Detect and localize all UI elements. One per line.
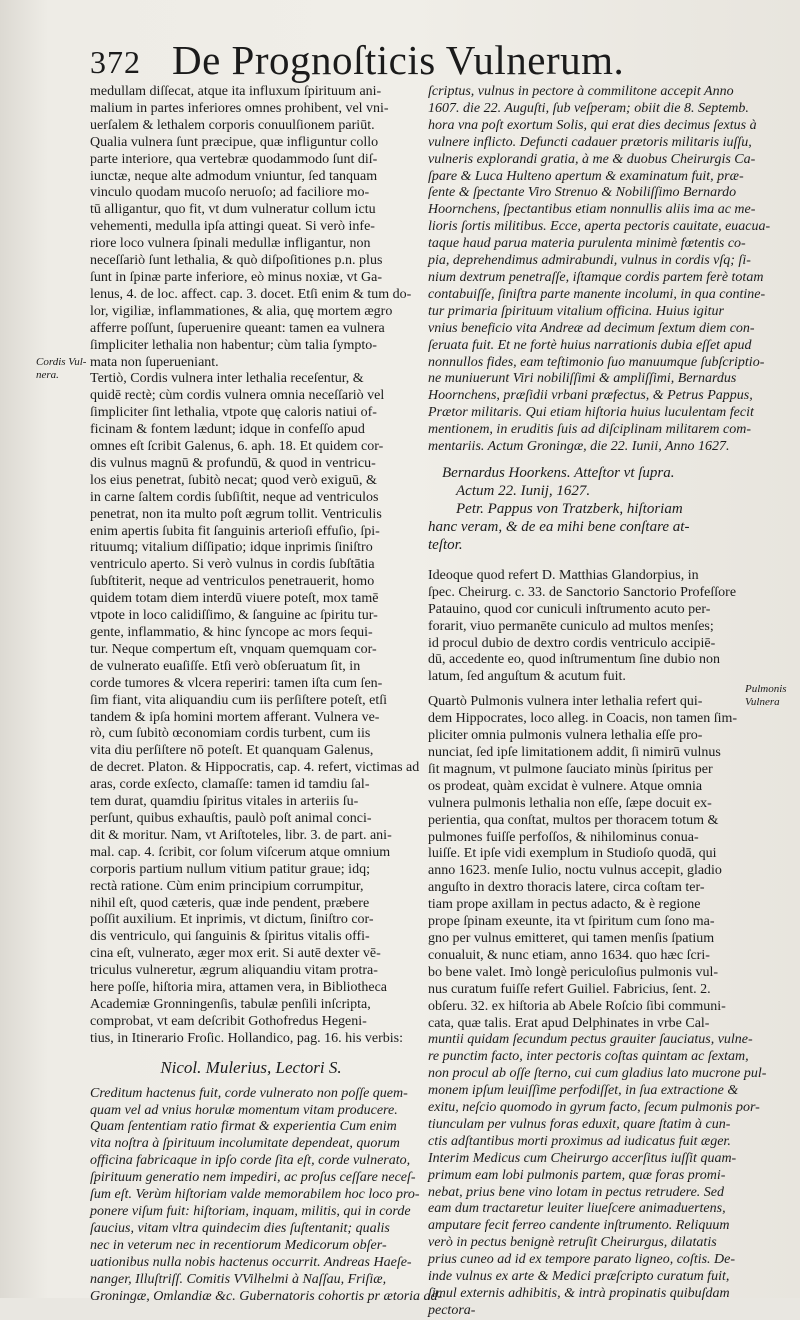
text-line: de vulnerato euaſiſſe. Etſi verò obſeruatum ſit, in: [90, 658, 361, 674]
text-line: vulneris explorandi gratia, à me & duobus Cheirurgis Ca-: [428, 151, 756, 167]
text-line: re punctim facto, inter pectoris coſtas quintam ac ſextam,: [428, 1049, 749, 1065]
text-line: riore loco vulnera ſpinali medullæ infligantur, non: [90, 236, 371, 252]
text-line: gente, inflammatio, & hinc ſyncope ac mors ſequi-: [90, 625, 373, 640]
text-line: uationibus nulla nobis hactenus occurrit. Andreas Haeſe-: [90, 1254, 412, 1270]
letter-continuation-block: [428, 84, 771, 456]
text-line: ſpare & Luca Hulteno apertum & examinatum fuit, præ-: [428, 168, 744, 184]
text-line: tandem & ipſa homini mortem afferant. Vulnera ve-: [90, 709, 380, 725]
text-line: ſimpliciter ſint lethalia, vtpote quę caloris natiui of-: [90, 405, 377, 421]
text-line: lioris ſortis militibus. Ecce, aperta pectoris cauitate, euacua-: [428, 219, 771, 235]
page-number: 372: [90, 44, 141, 80]
text-line: 1607. die 22. Auguſti, ſub veſperam; obiit die 8. Septemb.: [428, 100, 749, 116]
text-line: id procul dubio de dextro cordis ventriculo accipiē-: [428, 635, 716, 651]
text-line: tur primaria ſpirituum vitalium officina. Huius igitur: [428, 303, 724, 319]
text-line: comprobat, vt eam deſcribit Gothofredus Hegeni-: [90, 1013, 367, 1029]
text-line: contabuiſſe, ſiniſtra parte manente incolumi, in qua contine-: [428, 286, 766, 302]
text-line: Ideoque quod refert D. Matthias Glandorpius, in: [428, 567, 699, 583]
text-line: in carne ſaltem cordis ſubſiſtit, neque ad ventriculos: [90, 489, 379, 505]
text-line: mentariis. Actum Groningæ, die 22. Iunii, Anno 1627.: [428, 439, 730, 455]
text-line: dis vulnus magnū & profundū, & quod in ventricu-: [90, 455, 376, 471]
text-line: Hoornchens, præſidii vrbani præfectus, & Petrus Pappus,: [428, 388, 753, 404]
text-line: Prætor militaris. Qui etiam hiſtoria huius luculentam fecit: [428, 405, 754, 421]
text-line: Interim Medicus cum Cheirurgo accerſitus iuſſit quam-: [428, 1150, 737, 1166]
text-line: Quartò Pulmonis vulnera inter lethalia refert qui-: [428, 694, 703, 710]
text-line: muntii quidam ſecundum pectus grauiter ſauciatus, vulne-: [428, 1032, 753, 1048]
text-line: latum, ſed anguſtum & acutum fuit.: [428, 669, 626, 685]
text-line: nanger, Illuſtriſſ. Comitis VVilhelmi à Naſſau, Friſiæ,: [90, 1271, 387, 1287]
text-line: dem Hippocrates, loco alleg. in Coacis, non tamen ſim-: [428, 711, 738, 727]
signature-line: hanc veram, & de ea mihi bene conſtare at-: [428, 518, 690, 535]
text-line: rò, cum ſubitò œconomiam cordis turbent, cum iis: [90, 726, 371, 742]
text-line: Qualia vulnera ſunt præcipue, quæ infliguntur collo: [90, 134, 379, 150]
text-line: tur. Neque compertum eſt, vnquam quemquam cor-: [90, 641, 377, 657]
text-line: tius, in Itinerario Froſic. Hollandico, pag. 16. his verbis:: [90, 1030, 404, 1046]
text-line: pulmones fuiſſe perfoſſos, & nihilominus conua-: [428, 829, 699, 845]
margin-note-cordis: [36, 356, 86, 382]
right-column: [428, 84, 771, 1318]
text-line: gno per vulnus emitteret, qui tamen menſis ſpatium: [428, 930, 715, 946]
text-line: ſunt in ſpinæ parte inferiore, eò minus noxiæ, vt Ga-: [90, 269, 383, 285]
text-line: ſeruata fuit. Et ne fortè huius narrationis dubia eſſet apud: [428, 337, 752, 353]
text-line: corporis partium nullum vitium patitur graue; idq;: [90, 861, 370, 877]
text-line: omnes eſt ſcribit Galenus, 6. aph. 18. Et quidem cor-: [90, 439, 384, 455]
text-line: ne muniuerunt Viri nobiliſſimi & ampliſſimi, Bernardus: [428, 371, 737, 387]
text-line: ſente & ſpectante Viro Strenuo & Nobiliſſimo Bernardo: [428, 185, 737, 201]
text-line: verò in pectus benignè retruſit Cheirurgus, dilatatis: [428, 1235, 717, 1251]
text-line: Patauino, quod cor cuniculi inſtrumento acuto per-: [428, 601, 711, 617]
text-line: os prodeat, quàm excidat è vulnere. Atque omnia: [428, 778, 703, 794]
text-line: nonnullos fides, eam teſtimonio ſuo manuumque ſubſcriptio-: [428, 354, 765, 370]
text-line: ſubſtiterit, neque ad ventriculos penetrauerit, homo: [90, 574, 375, 590]
text-line: dū, accedente eo, quod inſtrumentum ſine dubio non: [428, 652, 720, 668]
text-line: vulnera pulmonis lethalia non eſſe, ſæpe docuit ex-: [428, 795, 712, 811]
text-line: ſpirituum generatio nem impediri, ac proſus ceſſare neceſ-: [90, 1170, 416, 1186]
signature-line: Bernardus Hoorkens. Atteſtor vt ſupra.: [442, 464, 675, 481]
text-line: medullam diſſecat, atque ita influxum ſpirituum ani-: [90, 84, 382, 99]
text-line: rectà ratione. Cùm enim principium corrumpitur,: [90, 878, 364, 894]
text-line: afferre poſſunt, ſuperuenire queant: tamen ea vulnera: [90, 320, 385, 336]
margin-note-line: Vulnera: [745, 696, 780, 708]
text-line: inde vulnus ex arte & Medici præſcripto curatum fuit,: [428, 1269, 730, 1285]
text-line: prope ſpinam exeunte, ita vt ſpiritum cum ſono ma-: [428, 914, 715, 930]
text-line: uerſalem & lethalem corporis conuulſionem pariūt.: [90, 117, 375, 133]
text-line: tiunculam per vulnus foras eduxit, quare ſtatim à cun-: [428, 1116, 731, 1132]
text-line: ſim fiant, vita aliquandiu cum iis perſiſtere poteſt, etſi: [90, 692, 388, 708]
text-line: quam vel ad vnius horulæ momentum vitam producere.: [90, 1102, 398, 1118]
text-line: pia, deprehendimus admirabundi, vulnus in cordis vſq; ſi-: [428, 253, 751, 269]
text-line: amputare fecit ferreo candente inſtrumento. Reliquum: [428, 1218, 730, 1234]
text-line: cina eſt, vulnerato, æger mox erit. Si autē dexter vē-: [90, 946, 381, 962]
text-line: enim apertis ſubita fit ſanguinis arterioſi effuſio, ſpi-: [90, 523, 380, 539]
margin-note-line: Pulmonis: [745, 683, 787, 695]
text-line: nebat, prius bene vino lotam in pectus retrudere. Sed: [428, 1184, 725, 1200]
text-line: ſcriptus, vulnus in pectore à commilitone accepit Anno: [428, 84, 734, 99]
text-line: prius cuneo ad id ex tempore parato ligneo, coſtis. De-: [428, 1252, 736, 1268]
text-line: vehementi, medulla ipſa attingi queat. Si verò infe-: [90, 219, 375, 235]
letter-text-block: [90, 1085, 443, 1306]
text-line: ſit magnum, vt pulmone ſauciato minùs ſpiritus per: [428, 761, 713, 777]
text-line: vita diu perſiſtere nō poteſt. Et quanquam Galenus,: [90, 743, 374, 759]
text-line: anguſto in dextro thoracis latere, circa coſtam ter-: [428, 880, 705, 896]
text-line: pectora-: [428, 1302, 476, 1318]
text-line: dis ventriculo, qui ſanguinis & ſpiritus vitalis offi-: [90, 929, 370, 945]
text-line: neceſſariò ſunt lethalia, & quò diſpoſitiones p.n. plus: [90, 253, 383, 269]
margin-note-line: Cordis Vul-: [36, 356, 87, 368]
text-line: officina fabricaque in ipſo corde ſita eſt, corde vulnerato,: [90, 1153, 411, 1169]
text-line: primum eam lobi pulmonis partem, quæ foras promi-: [428, 1167, 726, 1183]
text-line: tū alligantur, quo fit, vt dum vulneratur collum ictu: [90, 202, 376, 218]
text-line: Quam ſententiam ratio firmat & experientia Cum enim: [90, 1119, 397, 1135]
text-line: Academiæ Gronningenſis, tabulæ penſili inſcripta,: [90, 996, 371, 1012]
text-line: Groningæ, Omlandiæ &c. Gubernatoris cohortis pr ætoria ad-: [90, 1288, 443, 1304]
text-line: tem durat, quamdiu ſpiritus vitales in arteriis ſu-: [90, 794, 359, 810]
text-line: nunciat, ſed ipſe limitationem addit, ſi nimirū vulnus: [428, 745, 721, 760]
text-line: vtpote in loco calidiſſimo, & ſanguine ac ſpiritu tur-: [90, 608, 378, 624]
text-line: rituumq; vitalium diſſipatio; idque inprimis ſiniſtro: [90, 540, 373, 556]
text-line: perientia, qua conſtat, multos per thoracem totum &: [428, 812, 719, 828]
text-line: bo bene valet. Imò longè periculoſius pulmonis vul-: [428, 964, 719, 980]
glandorpius-paragraph: [428, 568, 738, 686]
text-line: nec in veterum nec in recentiorum Medicorum obſer-: [90, 1237, 387, 1253]
text-line: here poſſe, hiſtoria mira, attamen vera, in Bibliotheca: [90, 980, 388, 996]
left-column: [90, 84, 443, 1304]
text-line: ſpec. Cheirurg. c. 33. de Sanctorio Sanctorio Profeſſore: [428, 584, 737, 600]
running-head: De Prognoſticis Vulnerum.: [172, 37, 625, 83]
text-line: obſeru. 32. ex hiſtoria ab Abele Roſcio ſibi communi-: [428, 998, 726, 1014]
text-line: vnius beneficio vita Andreæ ad decimum ſextum diem con-: [428, 320, 755, 336]
text-line: aras, corde exſecto, clamaſſe: tamen id tamdiu ſal-: [90, 777, 370, 793]
text-line: quidem totam diem interdū viuere poteſt, mox tamē: [90, 591, 379, 607]
margin-note-pulmonis: [745, 683, 787, 709]
text-line: cata, quæ talis. Erat apud Delphinates in vrbe Cal-: [428, 1015, 710, 1031]
text-line: ſaucius, vitam vltra quindecim dies ſuſtentanit; qualis: [90, 1220, 390, 1236]
text-line: exitu, neſcio quomodo in gyrum facto, ſecum pulmonis por-: [428, 1100, 760, 1116]
text-line: corde tumores & vlcera reperiri: tamen iſta cum ſen-: [90, 675, 383, 691]
text-line: anno 1623. menſe Iulio, noctu vulnus accepit, gladio: [428, 863, 722, 879]
text-line: pliciter omnia pulmonis vulnera lethalia eſſe pro-: [428, 728, 703, 744]
text-line: Creditum hactenus fuit, corde vulnerato non poſſe quem-: [90, 1085, 408, 1101]
attestation-block: [428, 464, 738, 554]
text-line: ſimpliciter lethalia non habentur; cùm talia ſympto-: [90, 337, 377, 353]
text-line: lor, vigiliæ, inflammationes, & alia, quę mortem ægro: [90, 303, 393, 319]
text-line: penetrat, non ita multo poſt ægrum tollit. Ventriculis: [90, 506, 382, 522]
signature-line: teſtor.: [428, 536, 463, 553]
text-line: lenus, 4. de loc. affect. cap. 3. docet. Etſi enim & tum do-: [90, 286, 412, 302]
text-line: vulnere inflicto. Defuncti cadauer prætoris militaris iuſſu,: [428, 134, 752, 150]
text-line: ficinam & fontem lædunt; idque in confeſſo apud: [90, 422, 365, 438]
text-line: Tertiò, Cordis vulnera inter lethalia receſentur, &: [90, 371, 364, 387]
text-line: malium in partes inferiores omnes prohibent, vel vni-: [90, 100, 389, 116]
text-line: vita noſtra à ſpirituum incolumitate dependeat, quorum: [90, 1136, 400, 1152]
text-line: Hoornchens, ſpectantibus etiam nonnullis aliis ima ac me-: [428, 202, 756, 218]
text-line: tiam prope axillam in pectus adacto, & è regione: [428, 897, 701, 913]
text-line: taque haud parua materia purulenta minimè fœtentis co-: [428, 236, 746, 252]
text-line: ponere viſum fuit: hiſtoriam, inquam, militis, qui in corde: [90, 1204, 411, 1219]
text-line: de decret. Platon. & Hippocratis, cap. 4. refert, victimas ad: [90, 760, 420, 776]
text-line: poſſit auxilium. Et inprimis, vt dictum, ſiniſtro cor-: [90, 912, 374, 928]
text-line: ctis adſtantibus morti proximus ad iudicatus fuit æger.: [428, 1133, 731, 1149]
text-line: nium dextrum penetraſſe, iſtamque cordis partem ferè totam: [428, 269, 764, 285]
pulmonis-paragraph: [428, 694, 767, 1320]
text-line: quidē rectè; cùm cordis vulnera omnia neceſſariò vel: [90, 388, 385, 404]
text-line: perſunt, quibus exhauſtis, paulò poſt animal conci-: [90, 810, 372, 826]
text-line: ventriculo aperto. Si verò vulnus in cordis ſubſtātia: [90, 557, 375, 573]
text-line: hora vna poſt exortum Solis, qui erat dies decimus ſextus à: [428, 117, 757, 133]
text-line: iunctæ, neque alte admodum vniuntur, ſed tanquam: [90, 168, 378, 184]
text-line: ſimul externis adhibitis, & intrà propinatis quibuſdam: [428, 1286, 730, 1301]
text-line: luiſſe. Et ipſe vidi exemplum in Studioſo quodā, qui: [428, 846, 717, 862]
text-line: los eius penetrat, ſubitò necat; quod verò exiguū, &: [90, 472, 377, 488]
text-line: ſum eſt. Verùm hiſtoriam valde memorabilem hoc loco pro-: [90, 1187, 420, 1203]
text-line: vinculo quodam mucoſo neruoſo; ad faciliore mo-: [90, 185, 370, 201]
signature-line: Petr. Pappus von Tratzberk, hiſtoriam: [456, 500, 683, 517]
text-line: dit & moritur. Nam, vt Ariſtoteles, libr. 3. de part. ani-: [90, 827, 392, 843]
text-line: mata non ſuperueniant.: [90, 354, 219, 370]
text-line: eam dum tractaretur leuiter liueſcere animaduertens,: [428, 1201, 726, 1217]
left-text-block: [90, 84, 420, 1048]
text-line: nus curatum fuiſſe refert Guiliel. Fabricius, ſent. 2.: [428, 981, 711, 997]
text-line: mal. cap. 4. ſcribit, cor ſolum viſcerum atque omnium: [90, 844, 391, 860]
text-line: mentionem, in eruditis ſuis ad diſciplinam militarem com-: [428, 422, 752, 438]
margin-note-line: nera.: [36, 369, 59, 381]
signature-line: Actum 22. Iunij, 1627.: [456, 482, 591, 499]
text-line: monem ipſum leuiſſime perfodiſſet, in ſua extractione &: [428, 1083, 739, 1099]
text-line: triculus vulneretur, ægrum aliquandiu vitam protra-: [90, 963, 378, 979]
text-line: nihil eſt, quod cæteris, quæ inde pendent, præbere: [90, 895, 370, 911]
text-line: conualuit, & nunc etiam, anno 1634. quo hæc ſcri-: [428, 947, 710, 963]
text-line: parte interiore, qua vertebræ quodammodo ſunt diſ-: [90, 151, 378, 167]
text-line: forarit, viuo permanēte cuniculo ad multos menſes;: [428, 618, 714, 634]
text-line: non procul ab oſſe ſterno, cui cum gladius lato mucrone pul-: [428, 1066, 767, 1082]
letter-heading: Nicol. Mulerius, Lectori S.: [160, 1057, 342, 1077]
